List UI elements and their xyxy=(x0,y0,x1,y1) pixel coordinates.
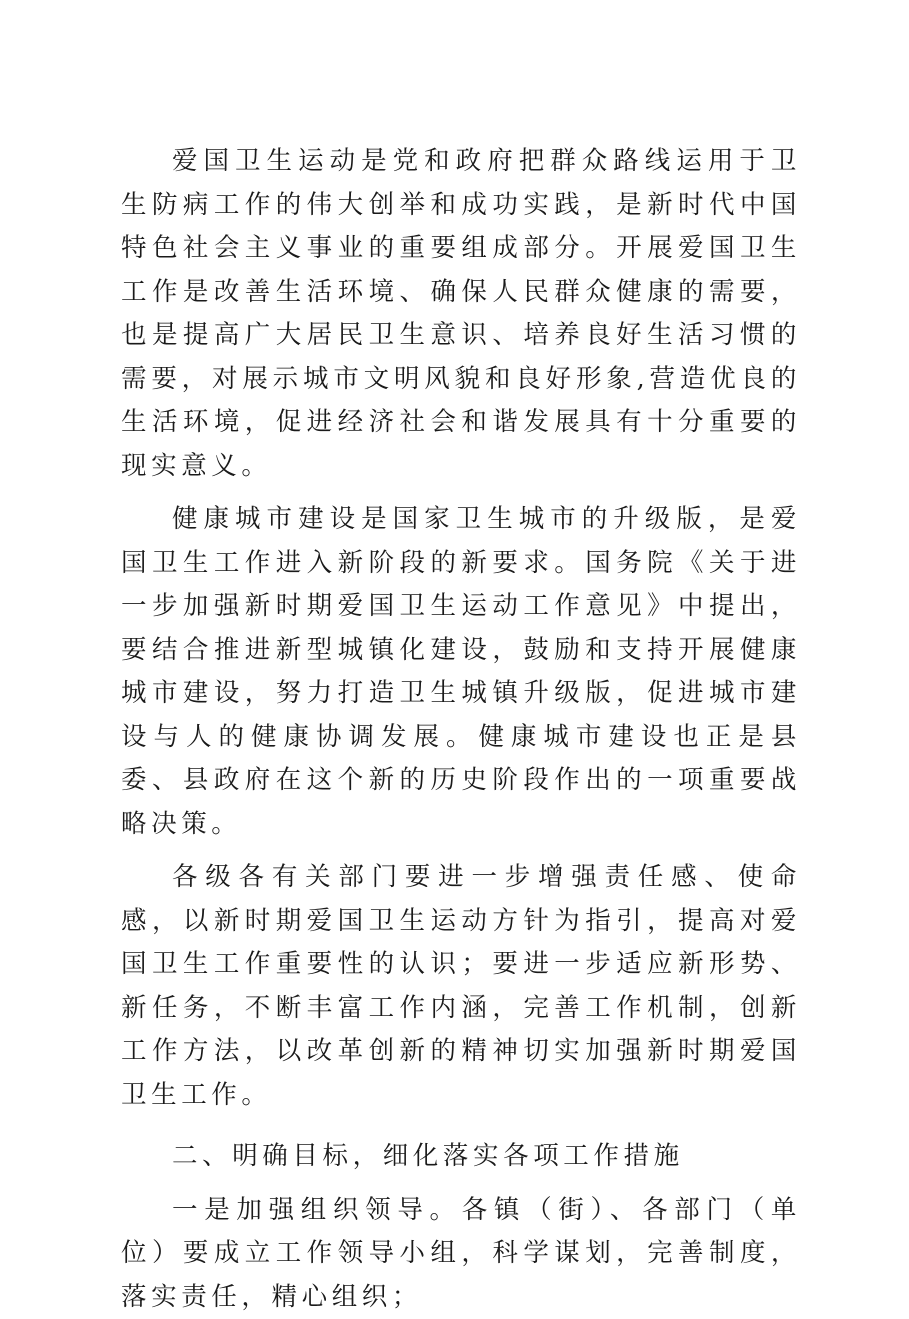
paragraph-patriotic-health-campaign: 爱国卫生运动是党和政府把群众路线运用于卫生防病工作的伟大创举和成功实践，是新时代中国特色社会主义事业的重要组成部分。开展爱国卫生工作是改善生活环境、确保人民群众健康的需要，也是提高广大居民卫生意识、培养良好生活习惯的需要，对展示城市文明风貌和良好形象,营造优良的生活环境，促进经济社会和谐发展具有十分重要的现实意义。 xyxy=(121,140,801,488)
paragraph-department-responsibility: 各级各有关部门要进一步增强责任感、使命感，以新时期爱国卫生运动方针为指引，提高对爱国卫生工作重要性的认识；要进一步适应新形势、新任务，不断丰富工作内涵，完善工作机制，创新工作方法，以改革创新的精神切实加强新时期爱国卫生工作。 xyxy=(121,856,801,1117)
paragraph-healthy-city: 健康城市建设是国家卫生城市的升级版，是爱国卫生工作进入新阶段的新要求。国务院《关于进一步加强新时期爱国卫生运动工作意见》中提出，要结合推进新型城镇化建设，鼓励和支持开展健康城市建设，努力打造卫生城镇升级版，促进城市建设与人的健康协调发展。健康城市建设也正是县委、县政府在这个新的历史阶段作出的一项重要战略决策。 xyxy=(121,498,801,846)
section-heading-two: 二、明确目标，细化落实各项工作措施 xyxy=(121,1135,801,1179)
paragraph-organization-leadership: 一是加强组织领导。各镇（街）、各部门（单位）要成立工作领导小组，科学谋划，完善制度，落实责任，精心组织； xyxy=(121,1189,801,1319)
document-body xyxy=(121,140,801,1319)
